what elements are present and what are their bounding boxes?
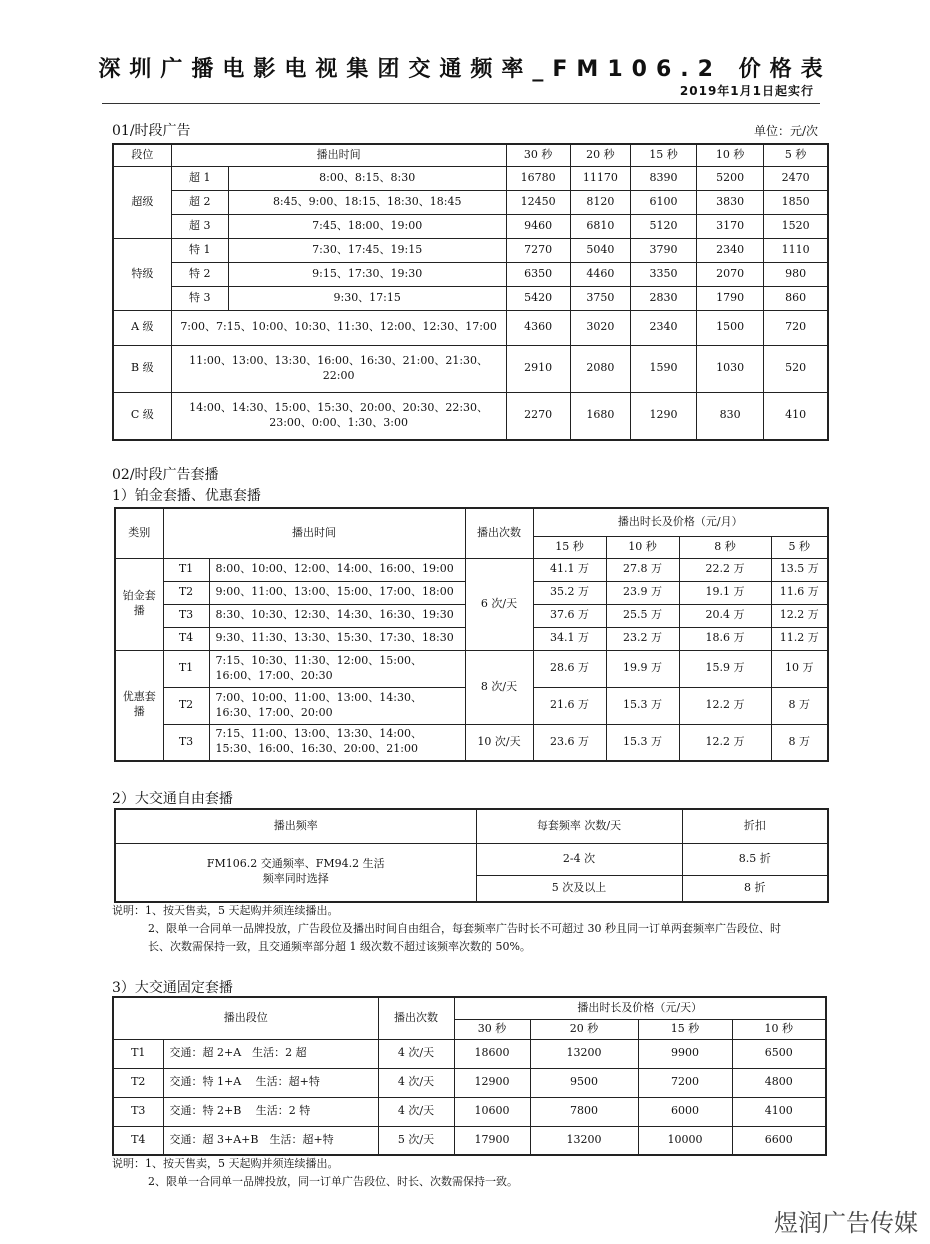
price-cell: 2080: [570, 345, 630, 392]
air-count: 10 次/天: [465, 724, 533, 761]
air-time: 7:30、17:45、19:15: [228, 238, 506, 262]
price-cell: 21.6 万: [533, 687, 606, 724]
price-cell: 4100: [732, 1097, 826, 1126]
price-cell: 1520: [764, 214, 828, 238]
price-cell: 5040: [570, 238, 630, 262]
price-cell: 16780: [506, 166, 570, 190]
note-line: 2、限单一合同单一品牌投放，同一订单广告段位、时长、次数需保持一致。: [148, 1175, 518, 1189]
col-header: 10 秒: [697, 144, 764, 166]
price-cell: 23.9 万: [606, 581, 679, 604]
price-cell: 8 万: [771, 724, 828, 761]
col-header: 15 秒: [638, 1019, 732, 1039]
price-cell: 8390: [630, 166, 696, 190]
sub-tier-label: 超 3: [171, 214, 228, 238]
section2-sub2-title: 2）大交通自由套播: [112, 791, 233, 807]
price-cell: 15.9 万: [679, 650, 771, 687]
air-time: 8:00、8:15、8:30: [228, 166, 506, 190]
count-cell: 2-4 次: [476, 843, 682, 875]
col-header: 20 秒: [530, 1019, 638, 1039]
package-code: T2: [163, 581, 209, 604]
package-category: 优惠套播: [115, 650, 163, 761]
air-count: 8 次/天: [465, 650, 533, 724]
price-cell: 2070: [697, 262, 764, 286]
col-header: 每套频率 次数/天: [476, 809, 682, 843]
price-cell: 7800: [530, 1097, 638, 1126]
sub-tier-label: 超 1: [171, 166, 228, 190]
slot-cell: 交通：特 1+A 生活：超+特: [163, 1068, 378, 1097]
note-line: 说明：1、按天售卖，5 天起购并须连续播出。: [112, 904, 339, 917]
price-cell: 18600: [454, 1039, 530, 1068]
discount-cell: 8.5 折: [682, 843, 828, 875]
price-cell: 1680: [570, 392, 630, 440]
price-cell: 8120: [570, 190, 630, 214]
col-header: 类别: [115, 508, 163, 558]
price-cell: 4360: [506, 310, 570, 345]
col-header: 10 秒: [606, 536, 679, 558]
table-row: [113, 1039, 826, 1068]
table-row: [115, 650, 828, 687]
package-code: T1: [163, 558, 209, 581]
title-divider: [102, 103, 820, 104]
table-row: [113, 286, 828, 310]
col-header: 20 秒: [570, 144, 630, 166]
count-cell: 5 次/天: [378, 1126, 454, 1155]
tier-label: B 级: [113, 345, 171, 392]
price-cell: 6000: [638, 1097, 732, 1126]
price-cell: 860: [764, 286, 828, 310]
air-time: 7:00、7:15、10:00、10:30、11:30、12:00、12:30、17:00: [171, 310, 506, 345]
table-header-row: [115, 809, 828, 843]
unit-label: 单位：元/次: [753, 124, 818, 138]
table-row: [113, 1126, 826, 1155]
price-cell: 6500: [732, 1039, 826, 1068]
price-cell: 5200: [697, 166, 764, 190]
package-price-table: [114, 507, 829, 762]
price-cell: 10000: [638, 1126, 732, 1155]
price-cell: 12.2 万: [679, 687, 771, 724]
price-cell: 13.5 万: [771, 558, 828, 581]
price-cell: 11.2 万: [771, 627, 828, 650]
price-cell: 12.2 万: [679, 724, 771, 761]
price-cell: 6810: [570, 214, 630, 238]
tier-label: 特级: [113, 238, 171, 310]
package-code: T2: [113, 1068, 163, 1097]
price-cell: 27.8 万: [606, 558, 679, 581]
col-header: 段位: [113, 144, 171, 166]
col-header: 30 秒: [506, 144, 570, 166]
price-cell: 3750: [570, 286, 630, 310]
free-package-table: [114, 808, 829, 903]
price-cell: 23.6 万: [533, 724, 606, 761]
price-cell: 980: [764, 262, 828, 286]
package-code: T4: [163, 627, 209, 650]
package-code: T1: [113, 1039, 163, 1068]
price-cell: 2830: [630, 286, 696, 310]
col-header: 播出时长及价格（元/月）: [533, 508, 828, 536]
price-cell: 19.9 万: [606, 650, 679, 687]
table-row: [113, 238, 828, 262]
price-cell: 2270: [506, 392, 570, 440]
sub-tier-label: 特 3: [171, 286, 228, 310]
col-header: 5 秒: [764, 144, 828, 166]
table-header-row: [115, 508, 828, 536]
air-time: 9:00、11:00、13:00、15:00、17:00、18:00: [209, 581, 465, 604]
price-cell: 520: [764, 345, 828, 392]
price-cell: 11170: [570, 166, 630, 190]
price-cell: 6100: [630, 190, 696, 214]
table-row: [113, 345, 828, 392]
slot-cell: 交通：超 2+A 生活：2 超: [163, 1039, 378, 1068]
price-cell: 4800: [732, 1068, 826, 1097]
price-cell: 7200: [638, 1068, 732, 1097]
package-code: T4: [113, 1126, 163, 1155]
air-time: 7:45、18:00、19:00: [228, 214, 506, 238]
effective-date: 2019年1月1日起实行: [679, 84, 814, 98]
price-cell: 1030: [697, 345, 764, 392]
price-cell: 2910: [506, 345, 570, 392]
price-cell: 10600: [454, 1097, 530, 1126]
table-row: [115, 558, 828, 581]
table-row: [113, 310, 828, 345]
count-cell: 4 次/天: [378, 1097, 454, 1126]
section1-title: 01/时段广告: [112, 123, 191, 139]
price-cell: 28.6 万: [533, 650, 606, 687]
sub-tier-label: 特 2: [171, 262, 228, 286]
price-cell: 4460: [570, 262, 630, 286]
price-cell: 1290: [630, 392, 696, 440]
price-cell: 6600: [732, 1126, 826, 1155]
col-header: 30 秒: [454, 1019, 530, 1039]
price-cell: 11.6 万: [771, 581, 828, 604]
col-header: 8 秒: [679, 536, 771, 558]
section2-sub3-title: 3）大交通固定套播: [112, 980, 233, 996]
page-title: 深圳广播电影电视集团交通频率_FM106.2 价格表: [98, 57, 832, 82]
price-cell: 6350: [506, 262, 570, 286]
fixed-package-table: [112, 996, 827, 1156]
package-code: T2: [163, 687, 209, 724]
price-cell: 12450: [506, 190, 570, 214]
price-cell: 1790: [697, 286, 764, 310]
section2-sub1-title: 1）铂金套播、优惠套播: [112, 488, 261, 504]
air-time: 8:45、9:00、18:15、18:30、18:45: [228, 190, 506, 214]
price-cell: 12900: [454, 1068, 530, 1097]
col-header: 播出段位: [113, 997, 378, 1039]
table-row: [113, 392, 828, 440]
price-cell: 5420: [506, 286, 570, 310]
air-time: 7:15、11:00、13:00、13:30、14:00、15:30、16:00、16:30、20:00、21:00: [209, 724, 465, 761]
package-code: T1: [163, 650, 209, 687]
table-row: [113, 166, 828, 190]
col-header: 播出时长及价格（元/天）: [454, 997, 826, 1019]
price-cell: 25.5 万: [606, 604, 679, 627]
price-cell: 9900: [638, 1039, 732, 1068]
price-cell: 17900: [454, 1126, 530, 1155]
price-cell: 12.2 万: [771, 604, 828, 627]
price-cell: 1500: [697, 310, 764, 345]
section2-title: 02/时段广告套播: [112, 467, 219, 483]
price-cell: 1590: [630, 345, 696, 392]
price-cell: 13200: [530, 1039, 638, 1068]
col-header: 播出时间: [163, 508, 465, 558]
note-line: 说明：1、按天售卖，5 天起购并须连续播出。: [112, 1157, 339, 1170]
price-cell: 37.6 万: [533, 604, 606, 627]
tier-label: C 级: [113, 392, 171, 440]
price-cell: 41.1 万: [533, 558, 606, 581]
price-cell: 8 万: [771, 687, 828, 724]
timeslot-price-table: [112, 143, 829, 441]
price-cell: 2340: [697, 238, 764, 262]
table-row: [113, 214, 828, 238]
table-header-row: [113, 997, 826, 1019]
col-header: 15 秒: [533, 536, 606, 558]
tier-label: 超级: [113, 166, 171, 238]
price-cell: 1850: [764, 190, 828, 214]
price-cell: 3350: [630, 262, 696, 286]
col-header: 播出次数: [465, 508, 533, 558]
price-cell: 5120: [630, 214, 696, 238]
price-cell: 2470: [764, 166, 828, 190]
slot-cell: 交通：超 3+A+B 生活：超+特: [163, 1126, 378, 1155]
table-row: [113, 1097, 826, 1126]
col-header: 折扣: [682, 809, 828, 843]
price-cell: 3830: [697, 190, 764, 214]
watermark-text: 煜润广告传媒: [774, 1209, 918, 1237]
tier-label: A 级: [113, 310, 171, 345]
price-cell: 15.3 万: [606, 724, 679, 761]
sub-tier-label: 超 2: [171, 190, 228, 214]
col-header: 10 秒: [732, 1019, 826, 1039]
price-cell: 9500: [530, 1068, 638, 1097]
air-time: 9:30、17:15: [228, 286, 506, 310]
price-cell: 410: [764, 392, 828, 440]
table-row: [113, 1068, 826, 1097]
price-cell: 7270: [506, 238, 570, 262]
air-time: 11:00、13:00、13:30、16:00、16:30、21:00、21:30、22:00: [171, 345, 506, 392]
price-cell: 20.4 万: [679, 604, 771, 627]
price-cell: 23.2 万: [606, 627, 679, 650]
notes-block: [112, 1155, 802, 1191]
price-cell: 13200: [530, 1126, 638, 1155]
col-header: 15 秒: [630, 144, 696, 166]
price-cell: 35.2 万: [533, 581, 606, 604]
price-cell: 830: [697, 392, 764, 440]
price-cell: 19.1 万: [679, 581, 771, 604]
price-cell: 9460: [506, 214, 570, 238]
table-row: [113, 262, 828, 286]
price-cell: 3790: [630, 238, 696, 262]
slot-cell: 交通：特 2+B 生活：2 特: [163, 1097, 378, 1126]
package-category: 铂金套播: [115, 558, 163, 650]
frequency-combo: FM106.2 交通频率、FM94.2 生活频率同时选择: [115, 843, 476, 902]
air-time: 8:30、10:30、12:30、14:30、16:30、19:30: [209, 604, 465, 627]
air-time: 9:30、11:30、13:30、15:30、17:30、18:30: [209, 627, 465, 650]
package-code: T3: [163, 604, 209, 627]
notes-block: [112, 902, 802, 956]
air-time: 14:00、14:30、15:00、15:30、20:00、20:30、22:30、23:00、0:00、1:30、3:00: [171, 392, 506, 440]
package-code: T3: [163, 724, 209, 761]
note-line: 2、限单一合同单一品牌投放，广告段位及播出时间自由组合，每套频率广告时长不可超过 30 秒且同一订单两套频率广告段位、时长、次数需保持一致，且交通频率部分超 1 级次数不超过该频率次数的 50%。: [148, 922, 781, 954]
col-header: 播出时间: [171, 144, 506, 166]
table-row: [115, 843, 828, 875]
air-time: 8:00、10:00、12:00、14:00、16:00、19:00: [209, 558, 465, 581]
col-header: 播出次数: [378, 997, 454, 1039]
air-count: 6 次/天: [465, 558, 533, 650]
price-cell: 18.6 万: [679, 627, 771, 650]
table-header-row: [113, 144, 828, 166]
count-cell: 4 次/天: [378, 1068, 454, 1097]
package-code: T3: [113, 1097, 163, 1126]
price-cell: 34.1 万: [533, 627, 606, 650]
price-cell: 3020: [570, 310, 630, 345]
price-cell: 3170: [697, 214, 764, 238]
col-header: 5 秒: [771, 536, 828, 558]
price-cell: 15.3 万: [606, 687, 679, 724]
discount-cell: 8 折: [682, 875, 828, 902]
air-time: 9:15、17:30、19:30: [228, 262, 506, 286]
price-cell: 10 万: [771, 650, 828, 687]
price-cell: 2340: [630, 310, 696, 345]
table-row: [113, 190, 828, 214]
count-cell: 5 次及以上: [476, 875, 682, 902]
table-row: [115, 724, 828, 761]
air-time: 7:00、10:00、11:00、13:00、14:30、16:30、17:00、20:00: [209, 687, 465, 724]
air-time: 7:15、10:30、11:30、12:00、15:00、16:00、17:00、20:30: [209, 650, 465, 687]
count-cell: 4 次/天: [378, 1039, 454, 1068]
col-header: 播出频率: [115, 809, 476, 843]
sub-tier-label: 特 1: [171, 238, 228, 262]
price-cell: 1110: [764, 238, 828, 262]
price-cell: 720: [764, 310, 828, 345]
price-cell: 22.2 万: [679, 558, 771, 581]
